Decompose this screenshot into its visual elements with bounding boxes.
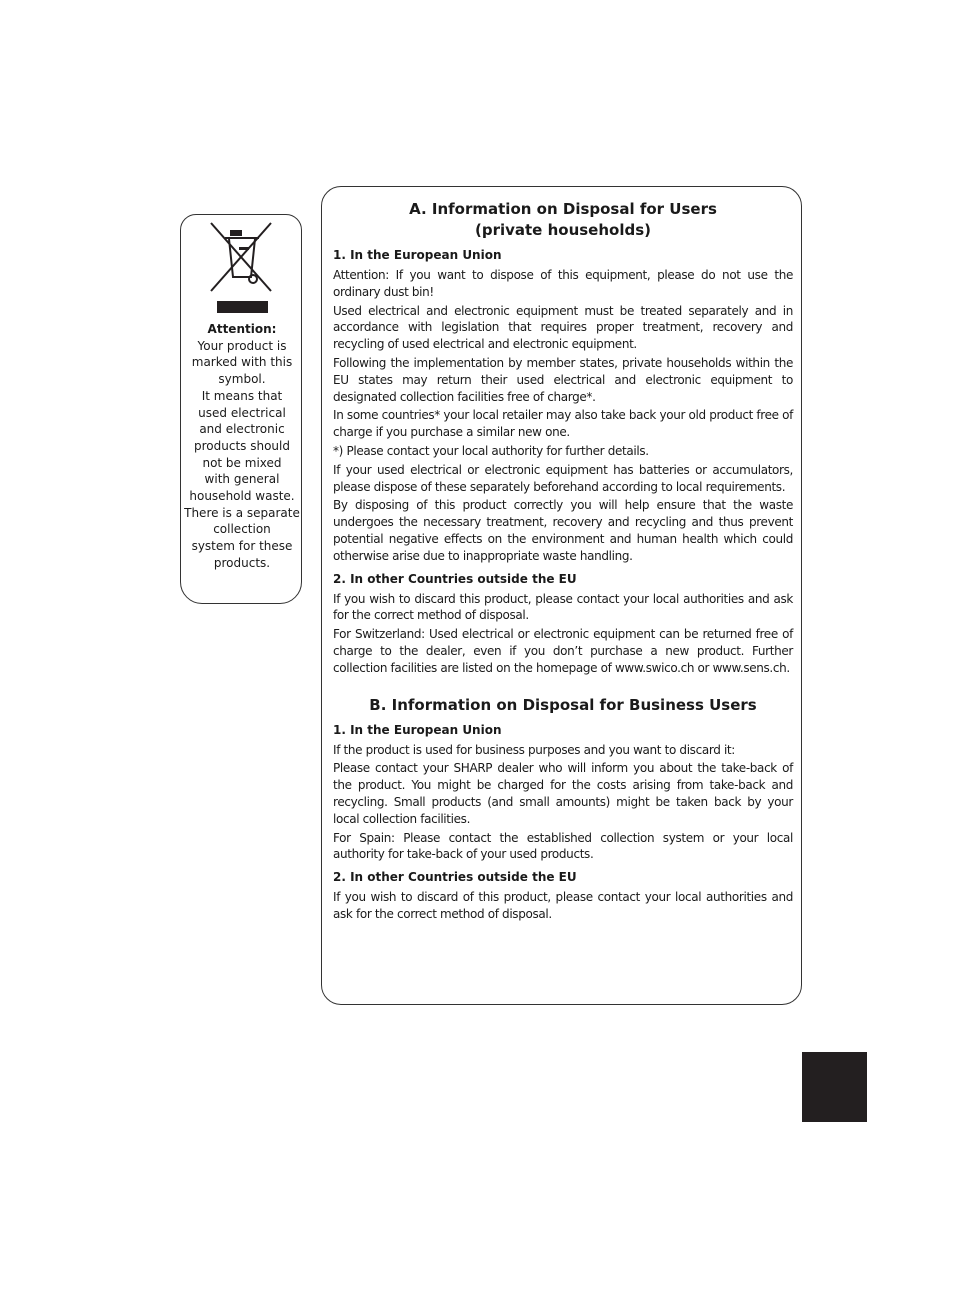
attention-line: household waste.: [189, 489, 295, 504]
attention-line: with general: [204, 472, 280, 487]
paragraph: If the product is used for business purposes and you want to discard it:: [333, 742, 735, 757]
attention-line: used electrical: [198, 405, 286, 420]
section-a-other-heading: 2. In other Countries outside the EU: [333, 571, 577, 586]
weee-notice-box: [180, 214, 302, 604]
section-a-title-line2: (private households): [474, 221, 651, 239]
section-a-title-line1: A. Information on Disposal for Users: [409, 200, 717, 218]
attention-line: not be mixed: [202, 455, 282, 470]
paragraph: Attention: If you want to dispose of this equipment, please do not use the ordinary dust bin!: [333, 268, 793, 299]
attention-line: products should: [194, 438, 290, 453]
section-a-eu-heading: 1. In the European Union: [333, 248, 502, 262]
paragraph: For Switzerland: Used electrical or electronic equipment can be returned free of charge to the dealer, even if you don’t purchase a new product. Further collection facilities are listed on the homepage of www.swico.ch or www.sens.ch.: [333, 627, 793, 675]
paragraph: If you wish to discard this product, please contact your local authorities and ask for the correct method of disposal.: [333, 591, 793, 623]
paragraph: Please contact your SHARP dealer who will inform you about the take-back of the product. You might be charged for the costs arising from take-back and recycling. Small products (and small amounts) might be taken back by your local collection facilities.: [333, 761, 793, 826]
paragraph: By disposing of this product correctly you will help ensure that the waste undergoes the necessary treatment, recovery and recycling and thus prevent potential negative effects on the environment and human health which could otherwise arise due to inappropriate waste handling.: [333, 498, 793, 563]
paragraph: Used electrical and electronic equipment must be treated separately and in accordance with legislation that requires proper treatment, recovery and recycling of used electrical and electronic equipment.: [333, 303, 793, 352]
attention-line: marked with this: [191, 355, 293, 370]
paragraph: If your used electrical or electronic equipment has batteries or accumulators, please dispose of these separately beforehand according to local requirements.: [333, 462, 793, 494]
attention-title: Attention:: [207, 322, 277, 336]
paragraph: For Spain: Please contact the established collection system or your local authority for take-back of your used products.: [333, 830, 793, 862]
section-a-title: [333, 199, 793, 241]
attention-line: collection: [213, 522, 271, 537]
attention-line: Your product is: [197, 338, 287, 353]
attention-line: system for these: [191, 539, 293, 554]
attention-line: symbol.: [218, 372, 266, 387]
crossed-out-wheelie-bin-icon: [207, 219, 275, 295]
attention-text: [183, 321, 301, 572]
section-b-other-heading: 2. In other Countries outside the EU: [333, 870, 577, 885]
paragraph: *) Please contact your local authority for further details.: [333, 443, 649, 458]
paragraph: In some countries* your local retailer may also take back your old product free of charge if you purchase a similar new one.: [333, 408, 793, 440]
page-tab-marker: [802, 1052, 867, 1122]
attention-line: There is a separate: [184, 505, 300, 520]
paragraph: If you wish to discard of this product, please contact your local authorities and ask for the correct method of disposal.: [333, 890, 793, 921]
disposal-info-box: [321, 186, 802, 1005]
paragraph: Following the implementation by member states, private households within the EU states may return their used electrical and electronic equipment to designated collection facilities free of charge*.: [333, 355, 793, 404]
bin-underline-bar: [217, 301, 268, 313]
attention-line: products.: [213, 555, 271, 570]
section-b-eu-heading: 1. In the European Union: [333, 722, 502, 737]
attention-line: It means that: [201, 388, 283, 403]
disposal-info-content: [333, 199, 793, 925]
section-b-title: B. Information on Disposal for Business Users: [369, 695, 757, 714]
attention-line: and electronic: [199, 422, 285, 437]
